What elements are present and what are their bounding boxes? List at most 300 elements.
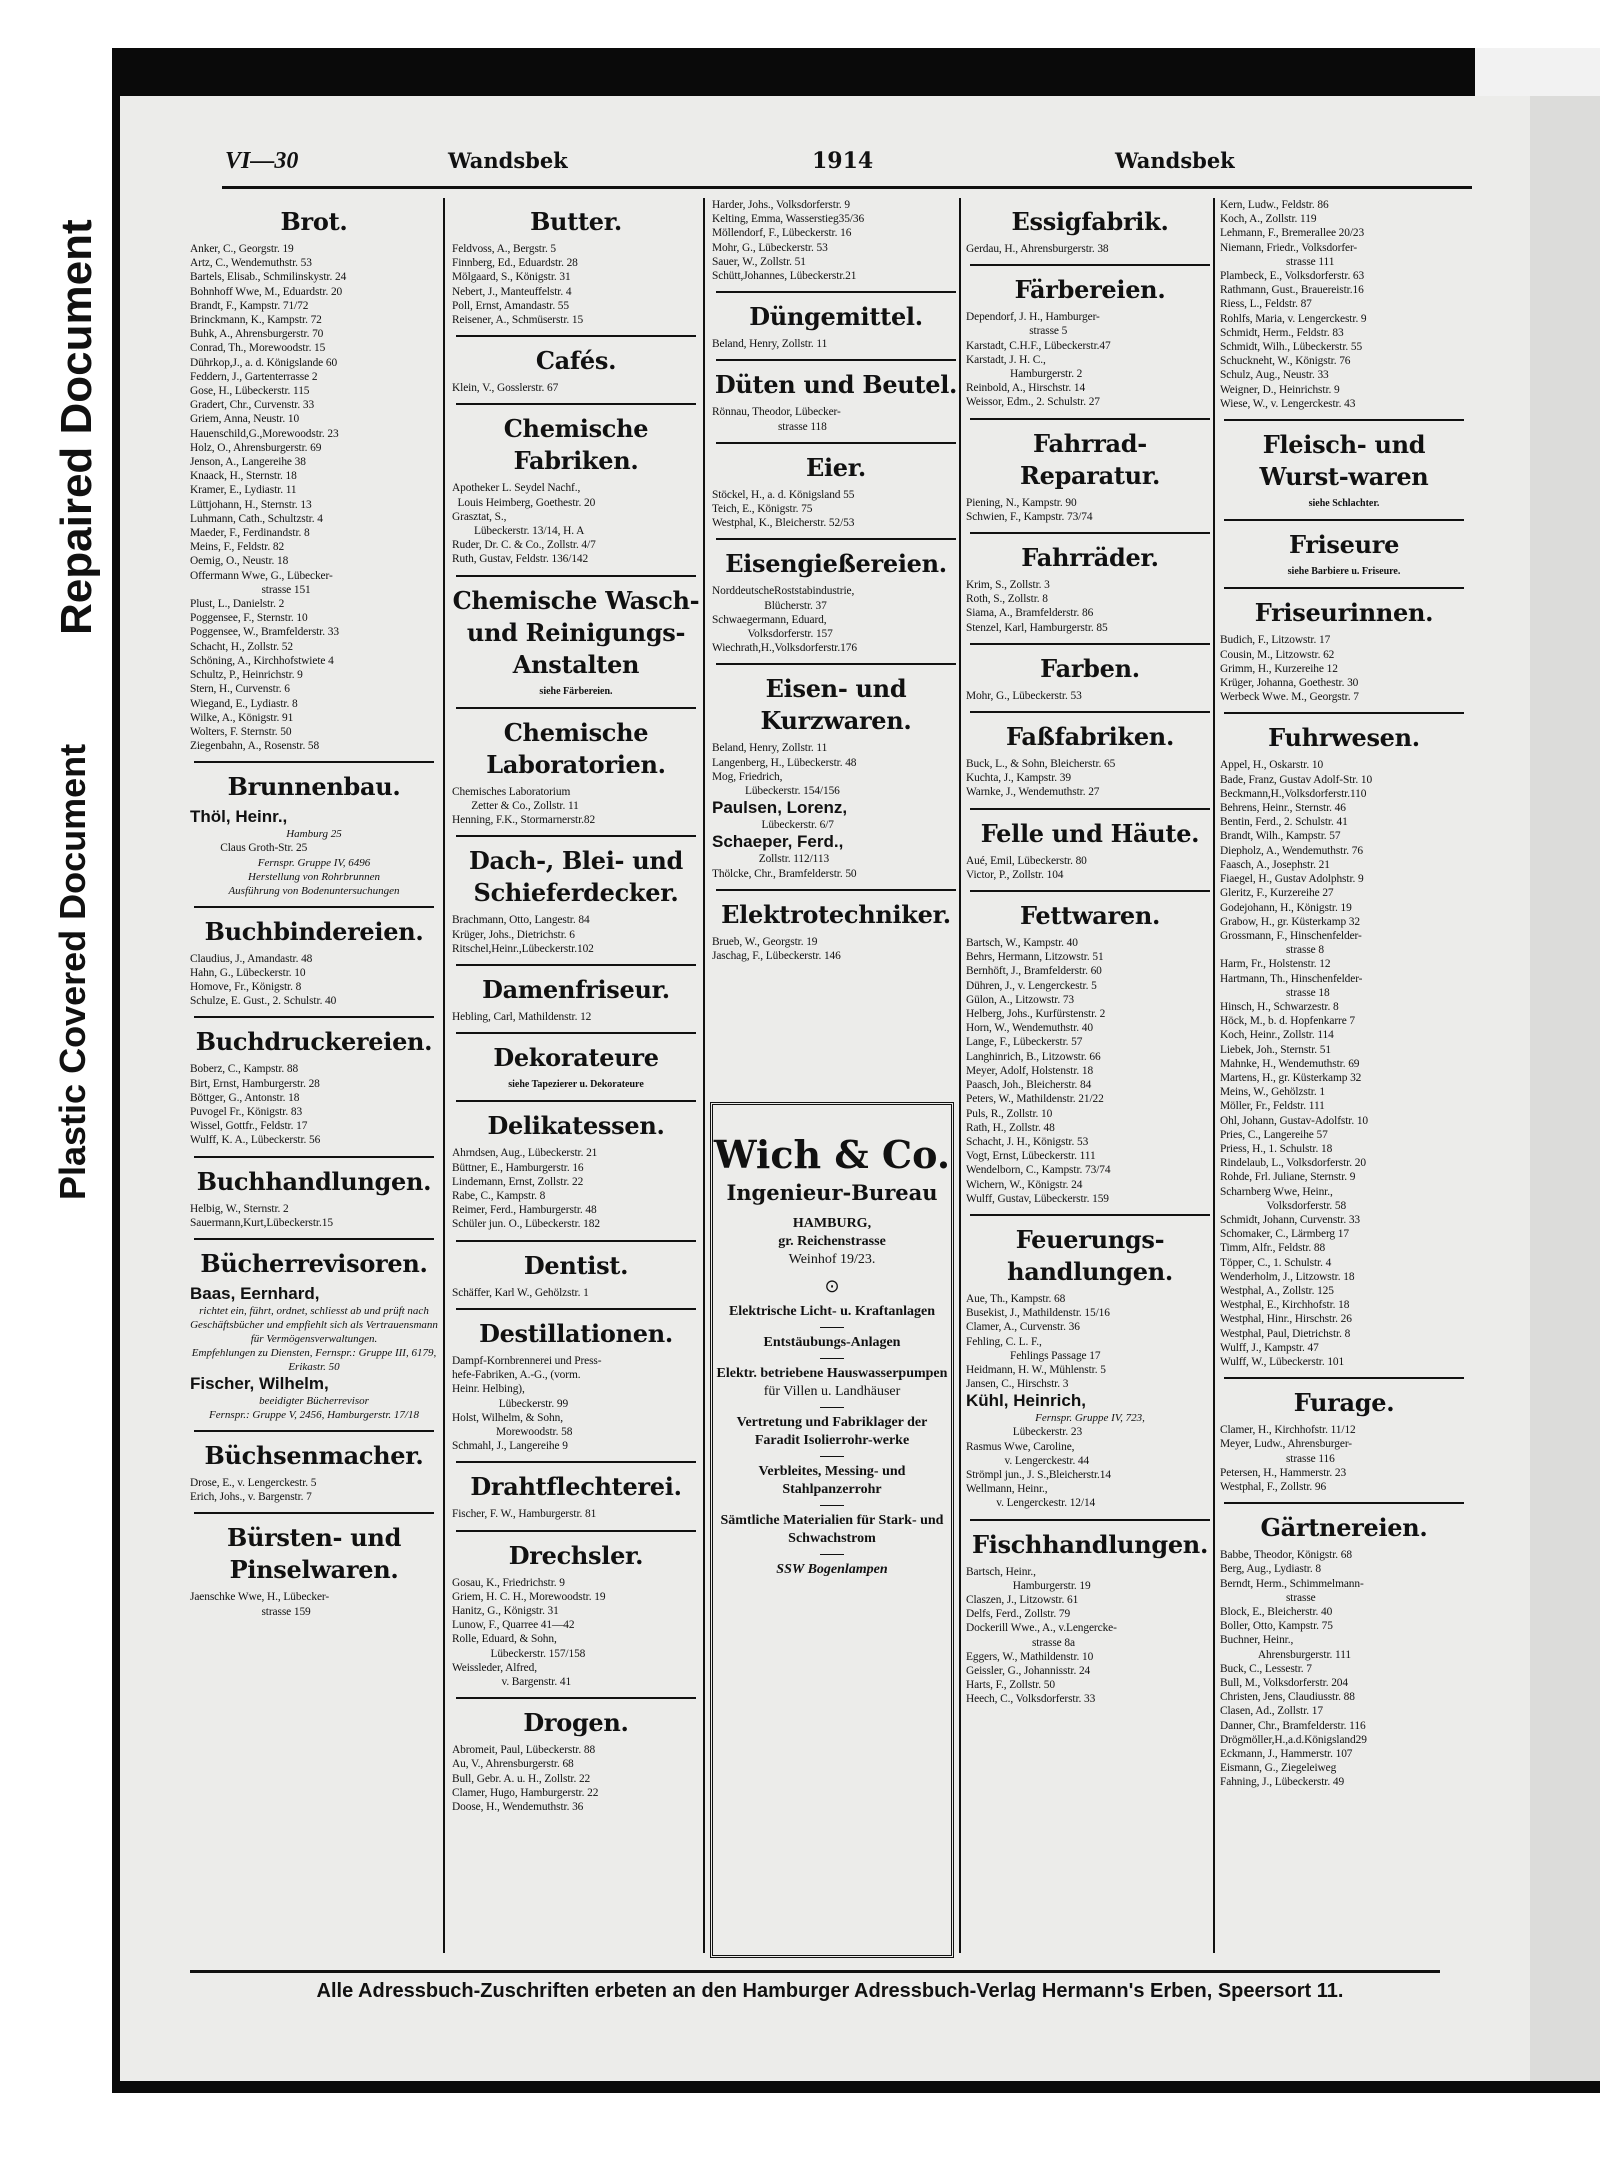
section-divider [970, 532, 1210, 534]
directory-entry: Reimer, Ferd., Hamburgerstr. 48 [452, 1204, 597, 1217]
directory-entry: Meyer, Adolf, Holstenstr. 18 [966, 1064, 1094, 1077]
directory-entry: Puls, R., Zollstr. 10 [966, 1107, 1053, 1120]
directory-entry: Kuchta, J., Kampstr. 39 [966, 772, 1071, 785]
column-5 [1220, 198, 1468, 1790]
section-divider [456, 1308, 696, 1310]
directory-entry: Schulz, Aug., Neustr. 33 [1220, 369, 1329, 382]
directory-entry: Berndt, Herm., Schimmelmann- [1220, 1577, 1364, 1590]
directory-entry: Heech, C., Volksdorferstr. 33 [966, 1693, 1096, 1706]
section-divider [1224, 1377, 1464, 1379]
directory-entry: Block, E., Bleicherstr. 40 [1220, 1606, 1333, 1619]
directory-entry: Teich, E., Königstr. 75 [712, 503, 813, 516]
category-heading: Gärtnereien. [1260, 1513, 1428, 1543]
directory-entry: Wissel, Gottfr., Feldstr. 17 [190, 1120, 308, 1133]
directory-entry: strasse 5 [966, 325, 1068, 338]
directory-entry: Rohlfs, Maria, v. Lengerckestr. 9 [1220, 312, 1367, 325]
directory-entry: Clasen, Ad., Zollstr. 17 [1220, 1705, 1323, 1718]
directory-entry: Drögmöller,H.,a.d.Königsland29 [1220, 1733, 1367, 1746]
category-heading: Bücherrevisoren. [200, 1248, 428, 1278]
ad-line-6: Sämtliche Materialien für Stark- und Schwachstrom [720, 1513, 944, 1546]
directory-entry: Clamer, H., Kirchhofstr. 11/12 [1220, 1424, 1356, 1437]
directory-entry: Berg, Aug., Lydiastr. 8 [1220, 1563, 1321, 1576]
directory-entry: Westphal, E., Kirchhofstr. 18 [1220, 1299, 1350, 1312]
directory-entry: Clamer, Hugo, Hamburgerstr. 22 [452, 1786, 599, 1799]
category-heading: Felle und Häute. [980, 818, 1200, 848]
directory-entry: Claudius, J., Amandastr. 48 [190, 952, 313, 965]
column-separator [703, 198, 705, 1953]
category-heading: Dach-, Blei- und Schieferdecker. [468, 846, 684, 908]
directory-entry: Bartsch, Heinr., [966, 1565, 1036, 1578]
directory-entry: Henning, F.K., Stormarnerstr.82 [452, 814, 596, 827]
directory-entry: Meins, W., Gehölzstr. 1 [1220, 1086, 1325, 1099]
ad-line-2: Entstäubungs-Anlagen [763, 1335, 901, 1350]
category-heading: Brot. [280, 207, 348, 236]
directory-entry: Siama, A., Bramfelderstr. 86 [966, 607, 1094, 620]
directory-entry: Peters, W., Mathildenstr. 21/22 [966, 1093, 1104, 1106]
sidebar-labels [0, 0, 112, 2177]
directory-entry: Rolle, Eduard, & Sohn, [452, 1633, 557, 1646]
section-divider [456, 964, 696, 966]
directory-entry: Lüttjohann, H., Sternstr. 13 [190, 498, 312, 511]
directory-entry: Ahrndsen, Aug., Lübeckerstr. 21 [452, 1147, 598, 1160]
directory-entry: Hamburgerstr. 2 [966, 368, 1083, 381]
section-divider [716, 663, 956, 665]
ad-city: HAMBURG, [792, 1216, 872, 1231]
directory-entry: Artz, C., Wendemuthstr. 53 [190, 257, 312, 270]
directory-entry: Schmidt, Herm., Feldstr. 83 [1220, 326, 1344, 339]
directory-entry: Lange, F., Lübeckerstr. 57 [966, 1036, 1083, 1049]
category-heading: Fischhandlungen. [971, 1529, 1209, 1559]
advert-name: Fischer, Wilhelm, [190, 1373, 329, 1393]
directory-entry: Schwaegermann, Eduard, [712, 613, 827, 626]
directory-entry: Rasmus Wwe, Caroline, [966, 1440, 1075, 1453]
section-divider [970, 643, 1210, 645]
page-edge [1530, 96, 1600, 2081]
category-heading: Chemische Fabriken. [503, 414, 649, 476]
directory-entry: Höck, M., b. d. Hopfenkarre 7 [1220, 1015, 1356, 1028]
directory-entry: Drose, E., v. Lengerckestr. 5 [190, 1476, 317, 1489]
category-heading: Dentist. [523, 1250, 629, 1280]
directory-entry: Wenderholm, J., Litzowstr. 18 [1220, 1270, 1355, 1283]
directory-entry: Nebert, J., Manteuffelstr. 4 [452, 285, 572, 298]
directory-entry: Buck, L., & Sohn, Bleicherstr. 65 [966, 758, 1116, 771]
directory-entry: Helberg, Johs., Kurfürstenstr. 2 [966, 1008, 1106, 1021]
directory-entry: Hahn, G., Lübeckerstr. 10 [190, 966, 306, 979]
directory-entry: Büttner, E., Hamburgerstr. 16 [452, 1161, 584, 1174]
category-heading: Friseure [1288, 530, 1400, 560]
advert-name: Baas, Eernhard, [190, 1283, 320, 1303]
directory-entry: Brandt, Wilh., Kampstr. 57 [1220, 830, 1341, 843]
directory-entry: Poll, Ernst, Amandastr. 55 [452, 299, 570, 312]
ad-phone: Weinhof 19/23. [788, 1252, 876, 1267]
category-heading: Buchdruckereien. [195, 1027, 433, 1057]
directory-entry: Stenzel, Karl, Hamburgerstr. 85 [966, 621, 1108, 634]
directory-entry: Karstadt, C.H.F., Lübeckerstr.47 [966, 339, 1111, 352]
directory-entry: Faasch, A., Josephstr. 21 [1220, 858, 1330, 871]
directory-entry: Westphal, Hinr., Hirschstr. 26 [1220, 1313, 1352, 1326]
directory-entry: Niemann, Friedr., Volksdorfer- [1220, 241, 1358, 254]
section-divider [970, 418, 1210, 420]
section-divider [456, 835, 696, 837]
directory-entry: strasse 118 [712, 420, 827, 433]
directory-entry: Kramer, E., Lydiastr. 11 [190, 484, 297, 497]
directory-entry: Strömpl jun., J. S.,Bleicherstr.14 [966, 1468, 1111, 1481]
directory-entry: Hamburgerstr. 19 [966, 1579, 1091, 1592]
directory-entry: Roth, S., Zollstr. 8 [966, 593, 1048, 606]
directory-entry: Reinbold, A., Hirschstr. 14 [966, 382, 1086, 395]
ad-line-1: Elektrische Licht- u. Kraftanlagen [728, 1304, 936, 1319]
ad-company-name: Wich & Co. [713, 1132, 951, 1177]
directory-entry: Reisener, A., Schmüserstr. 15 [452, 314, 584, 327]
header-rule [222, 186, 1472, 189]
directory-entry: Schmidt, Johann, Curvenstr. 33 [1220, 1213, 1361, 1226]
directory-entry: Gradert, Chr., Curvenstr. 33 [190, 399, 315, 412]
directory-entry: strasse 111 [1220, 255, 1335, 268]
directory-entry: Rath, H., Zollstr. 48 [966, 1121, 1055, 1134]
category-heading: Fleisch- und Wurst-waren [1259, 430, 1429, 492]
directory-entry: Buhk, A., Ahrensburgerstr. 70 [190, 328, 324, 341]
advert-text: Fernspr. Gruppe IV, 723, [1035, 1412, 1145, 1425]
directory-entry: Brandt, F., Kampstr. 71/72 [190, 299, 309, 312]
directory-entry: Victor, P., Zollstr. 104 [966, 868, 1064, 881]
directory-entry: Horn, W., Wendemuthstr. 40 [966, 1022, 1093, 1035]
directory-entry: Stern, H., Curvenstr. 6 [190, 683, 290, 696]
category-heading: Drahtflechterei. [470, 1472, 682, 1502]
advert-text: richtet ein, führt, ordnet, schliesst ab und prüft nach Geschäftsbücher und empfiehlt sich als Vertrauensmann für Vermögensverwaltungen. [190, 1304, 438, 1345]
directory-entry: Holz, O., Ahrensburgerstr. 69 [190, 441, 322, 454]
directory-entry: Paasch, Joh., Bleicherstr. 84 [966, 1079, 1092, 1092]
directory-entry: Plambeck, E., Volksdorferstr. 63 [1220, 270, 1365, 283]
directory-entry: Clamer, A., Curvenstr. 36 [966, 1321, 1080, 1334]
category-heading: Büchsenmacher. [204, 1440, 424, 1470]
directory-entry: Eckmann, J., Hammerstr. 107 [1220, 1748, 1353, 1761]
directory-entry: Rathmann, Gust., Brauereistr.16 [1220, 284, 1364, 297]
directory-entry: Werbeck Wwe. M., Georgstr. 7 [1220, 691, 1359, 704]
directory-entry: Koch, A., Zollstr. 119 [1220, 213, 1317, 226]
directory-entry: Warnke, J., Wendemuthstr. 27 [966, 786, 1100, 799]
directory-entry: Weissleder, Alfred, [452, 1661, 537, 1674]
directory-entry: Ruth, Gustav, Feldstr. 136/142 [452, 553, 589, 566]
section-divider [716, 359, 956, 361]
directory-entry: NorddeutscheRoststabindustrie, [712, 585, 855, 598]
directory-entry: Wiechrath,H.,Volksdorferstr.176 [712, 642, 857, 655]
directory-entry: Stöckel, H., a. d. Königsland 55 [712, 488, 855, 501]
directory-entry: Kelting, Emma, Wasserstieg35/36 [712, 213, 865, 226]
directory-entry: Budich, F., Litzowstr. 17 [1220, 634, 1331, 647]
directory-entry: Busekist, J., Mathildenstr. 15/16 [966, 1307, 1110, 1320]
directory-entry: Mohr, G., Lübeckerstr. 53 [712, 241, 828, 254]
directory-entry: Grossmann, F., Hinschenfelder- [1220, 929, 1362, 942]
directory-entry: Ruder, Dr. C. & Co., Zollstr. 4/7 [452, 539, 596, 552]
directory-entry: Knaack, H., Sternstr. 18 [190, 470, 297, 483]
ad-title: Ingenieur-Bureau [726, 1180, 938, 1205]
directory-entry: Offermann Wwe, G., Lübecker- [190, 569, 333, 582]
section-divider [716, 442, 956, 444]
directory-entry: Eismann, G., Ziegeleiweg [1220, 1762, 1337, 1775]
directory-entry: Krim, S., Zollstr. 3 [966, 579, 1050, 592]
directory-entry: Lübeckerstr. 13/14, H. A [452, 525, 585, 538]
directory-entry: Beckmann,H.,Volksdorferstr.110 [1220, 787, 1367, 800]
column-4 [966, 198, 1214, 1707]
section-divider [456, 1100, 696, 1102]
directory-entry: Sauer, W., Zollstr. 51 [712, 255, 806, 268]
directory-entry: Gülon, A., Litzowstr. 73 [966, 993, 1075, 1006]
advert-name: Paulsen, Lorenz, [712, 798, 848, 818]
category-heading: Destillationen. [479, 1318, 673, 1348]
directory-entry: hefe-Fabriken, A.-G., (vorm. [452, 1369, 581, 1382]
directory-entry: Heidmann, H. W., Mühlenstr. 5 [966, 1363, 1106, 1376]
advert-text: Herstellung von Rohrbrunnen [248, 870, 380, 883]
directory-entry: Gleritz, F., Kurzereihe 27 [1220, 887, 1334, 900]
directory-entry: Ziegenbahn, A., Rosenstr. 58 [190, 740, 320, 753]
directory-entry: Brueb, W., Georgstr. 19 [712, 935, 818, 948]
category-heading: Brunnenbau. [227, 772, 401, 802]
directory-entry: Rohde, Frl. Juliane, Sternstr. 9 [1220, 1171, 1356, 1184]
section-divider [716, 538, 956, 540]
section-divider [456, 1461, 696, 1463]
directory-entry: Bohnhoff Wwe, M., Eduardstr. 20 [190, 285, 343, 298]
directory-entry: strasse [1220, 1591, 1316, 1604]
directory-entry: Wolters, F. Sternstr. 50 [190, 725, 292, 738]
directory-entry: Sauermann,Kurt,Lübeckerstr.15 [190, 1216, 333, 1229]
repaired-document-label: Repaired Document [52, 219, 101, 635]
directory-entry: Feldvoss, A., Bergstr. 5 [452, 243, 557, 255]
directory-entry: Langenberg, H., Lübeckerstr. 48 [712, 756, 857, 769]
category-heading: Feuerungs-handlungen. [1007, 1224, 1173, 1286]
directory-entry: Abromeit, Paul, Lübeckerstr. 88 [452, 1744, 596, 1757]
directory-entry: Pries, C., Langereihe 57 [1220, 1128, 1328, 1141]
header-year: 1914 [812, 148, 874, 174]
directory-entry: Meins, F., Feldstr. 82 [190, 541, 285, 554]
directory-entry: Jansen, C., Hirschstr. 3 [966, 1378, 1069, 1391]
page-number: VI—30 [225, 148, 299, 174]
directory-entry: Westphal, Paul, Dietrichstr. 8 [1220, 1327, 1351, 1340]
directory-entry: Delfs, Ferd., Zollstr. 79 [966, 1608, 1071, 1621]
directory-entry: Fischer, F. W., Hamburgerstr. 81 [452, 1508, 597, 1521]
directory-entry: Holst, Wilhelm, & Sohn, [452, 1411, 563, 1424]
directory-entry: Aué, Emil, Lübeckerstr. 80 [966, 854, 1087, 867]
section-divider [970, 890, 1210, 892]
directory-entry: Ahrensburgerstr. 111 [1220, 1648, 1351, 1661]
footer-notice: Alle Adressbuch-Zuschriften erbeten an den Hamburger Adressbuch-Verlag Hermann's Erben, Speersort 11. [316, 1980, 1344, 2002]
section-divider [194, 1156, 434, 1158]
category-heading: Delikatessen. [487, 1111, 665, 1141]
category-heading: Furage. [1293, 1388, 1395, 1418]
section-divider [1224, 419, 1464, 421]
directory-entry: strasse 159 [190, 1605, 311, 1618]
directory-entry: Finnberg, Ed., Eduardstr. 28 [452, 257, 578, 270]
directory-entry: Jaschag, F., Lübeckerstr. 146 [712, 950, 841, 963]
directory-entry: Gosau, K., Friedrichstr. 9 [452, 1576, 565, 1589]
advertisement-box [710, 1102, 954, 1958]
directory-entry: Heinr. Helbing), [452, 1383, 525, 1396]
directory-entry: Schmahl, J., Langereihe 9 [452, 1440, 568, 1453]
directory-entry: Griem, Anna, Neustr. 10 [190, 413, 300, 426]
see-also-note: siehe Färbereien. [539, 685, 613, 697]
category-heading: Farben. [1040, 653, 1140, 683]
directory-entry: Morewoodstr. 58 [452, 1425, 573, 1438]
directory-entry: Schacht, H., Zollstr. 52 [190, 640, 293, 653]
header-right-title: Wandsbek [1115, 148, 1235, 173]
directory-entry: Schultz, P., Heinrichstr. 9 [190, 669, 303, 682]
advert-text: Ausführung von Bodenuntersuchungen [228, 884, 400, 897]
directory-entry: Fehling, C. L. F., [966, 1335, 1042, 1348]
directory-entry: Schöning, A., Kirchhofstwiete 4 [190, 654, 334, 667]
directory-entry: Harder, Johs., Volksdorferstr. 9 [712, 199, 850, 211]
directory-entry: Behrs, Hermann, Litzowstr. 51 [966, 951, 1104, 964]
directory-entry: Hanitz, G., Königstr. 31 [452, 1604, 559, 1617]
directory-entry: Erich, Johs., v. Bargenstr. 7 [190, 1491, 312, 1504]
directory-entry: Rönnau, Theodor, Lübecker- [712, 406, 841, 419]
category-heading: Buchbindereien. [204, 916, 424, 946]
directory-entry: Volksdorferstr. 157 [712, 628, 833, 641]
column-1 [190, 198, 438, 1619]
directory-entry: Töpper, C., 1. Schulstr. 4 [1220, 1256, 1332, 1269]
directory-entry: Claus Groth-Str. 25 [190, 842, 308, 855]
directory-entry: Ritschel,Heinr.,Lübeckerstr.102 [452, 942, 594, 955]
category-heading: Damenfriseur. [482, 975, 670, 1005]
directory-entry: Bernhöft, J., Bramfelderstr. 60 [966, 965, 1102, 978]
directory-entry: strasse 8 [1220, 944, 1324, 957]
directory-entry: Wulff, J., Kampstr. 47 [1220, 1341, 1319, 1354]
section-divider [970, 1519, 1210, 1521]
section-divider [970, 264, 1210, 266]
section-divider [194, 906, 434, 908]
see-also-note: siehe Barbiere u. Friseure. [1287, 566, 1401, 578]
directory-entry: Priess, H., 1. Schulstr. 18 [1220, 1142, 1333, 1155]
category-heading: Cafés. [535, 346, 617, 376]
section-divider [1224, 1502, 1464, 1504]
category-heading: Faßfabriken. [1005, 722, 1175, 752]
directory-entry: Klein, V., Gosslerstr. 67 [452, 382, 559, 395]
directory-entry: Behrens, Heinr., Sternstr. 46 [1220, 802, 1346, 815]
category-heading: Bürsten- und Pinselwaren. [226, 1523, 402, 1585]
directory-entry: Zollstr. 112/113 [712, 853, 830, 866]
category-heading: Elektrotechniker. [721, 899, 951, 929]
directory-entry: Scharnberg Wwe, Heinr., [1220, 1185, 1333, 1198]
directory-entry: Mohr, G., Lübeckerstr. 53 [966, 689, 1082, 702]
directory-entry: Kern, Ludw., Feldstr. 86 [1220, 199, 1329, 211]
directory-entry: Aue, Th., Kampstr. 68 [966, 1292, 1066, 1305]
directory-entry: Babbe, Theodor, Königstr. 68 [1220, 1549, 1352, 1562]
directory-entry: Dühren, J., v. Lengerckestr. 5 [966, 979, 1097, 992]
directory-entry: Schomaker, C., Lärmberg 17 [1220, 1228, 1349, 1241]
directory-entry: Mölgaard, S., Königstr. 31 [452, 271, 571, 284]
ad-line-5: Verbleites, Messing- und Stahlpanzerrohr [758, 1464, 906, 1497]
directory-entry: Westphal, F., Zollstr. 96 [1220, 1481, 1327, 1494]
directory-entry: Vogt, Ernst, Lübeckerstr. 111 [966, 1150, 1096, 1163]
footer-rule [190, 1970, 1440, 1973]
advert-name: Kühl, Heinrich, [966, 1391, 1086, 1411]
ad-street: gr. Reichenstrasse [778, 1234, 886, 1249]
directory-entry: Claszen, J., Litzowstr. 61 [966, 1593, 1079, 1606]
category-heading: Eier. [806, 452, 866, 482]
directory-entry: Wilke, A., Königstr. 91 [190, 711, 294, 724]
section-divider [194, 761, 434, 763]
section-divider [456, 575, 696, 577]
directory-entry: Anker, C., Georgstr. 19 [190, 243, 294, 255]
category-heading: Buchhandlungen. [196, 1166, 432, 1196]
directory-entry: Wiegand, E., Lydiastr. 8 [190, 697, 298, 710]
directory-entry: Volksdorferstr. 58 [1220, 1199, 1347, 1212]
directory-entry: Lübeckerstr. 157/158 [452, 1647, 586, 1660]
category-heading: Eisengießereien. [725, 549, 947, 579]
section-divider [456, 1240, 696, 1242]
directory-entry: Rindelaub, L., Volksdorferstr. 20 [1220, 1157, 1366, 1170]
directory-entry: Wulff, W., Lübeckerstr. 101 [1220, 1356, 1345, 1368]
directory-entry: Hebling, Carl, Mathildenstr. 12 [452, 1011, 592, 1024]
directory-entry: Maeder, F., Ferdinandstr. 8 [190, 527, 310, 540]
directory-entry: Wiese, W., v. Lengerckestr. 43 [1220, 397, 1356, 410]
directory-entry: Meyer, Ludw., Ahrensburger- [1220, 1438, 1353, 1451]
directory-entry: Martens, H., gr. Küsterkamp 32 [1220, 1071, 1362, 1084]
directory-entry: Beland, Henry, Zollstr. 11 [712, 338, 828, 351]
directory-entry: Chemisches Laboratorium [452, 785, 571, 798]
directory-entry: Langhinrich, B., Litzowstr. 66 [966, 1050, 1101, 1063]
directory-entry: Piening, N., Kampstr. 90 [966, 496, 1077, 509]
advert-text: beeidigter Bücherrevisor [259, 1394, 369, 1407]
directory-entry: strasse 116 [1220, 1452, 1335, 1465]
directory-entry: Birt, Ernst, Hamburgerstr. 28 [190, 1077, 320, 1090]
directory-entry: v. Bargenstr. 41 [452, 1675, 572, 1688]
directory-entry: Westphal, K., Bleicherstr. 52/53 [712, 517, 855, 530]
directory-entry: Luhmann, Cath., Schultzstr. 4 [190, 512, 323, 525]
directory-entry: Hinsch, H., Schwarzestr. 8 [1220, 1000, 1339, 1013]
directory-entry: Gerdau, H., Ahrensburgerstr. 38 [966, 243, 1109, 255]
directory-entry: Dührkop,J., a. d. Königslande 60 [190, 356, 338, 369]
category-heading: Chemische Wasch- und Reinigungs-Anstalten [452, 585, 700, 679]
directory-entry: Bartsch, W., Kampstr. 40 [966, 937, 1078, 950]
scan-corner [1475, 48, 1600, 96]
directory-entry: Brinckmann, K., Kampstr. 72 [190, 314, 322, 327]
directory-entry: Diepholz, A., Wendemuthstr. 76 [1220, 844, 1363, 857]
directory-entry: Schütt,Johannes, Lübeckerstr.21 [712, 270, 857, 283]
directory-entry: Fehlings Passage 17 [966, 1349, 1101, 1362]
directory-entry: Mahnke, H., Wendemuthstr. 69 [1220, 1057, 1360, 1070]
header-left-title: Wandsbek [448, 148, 568, 173]
directory-entry: Poggensee, F., Sternstr. 10 [190, 612, 308, 625]
category-heading: Dekorateure [493, 1043, 659, 1073]
directory-entry: Brachmann, Otto, Langestr. 84 [452, 914, 590, 927]
directory-entry: Dependorf, J. H., Hamburger- [966, 311, 1100, 324]
section-divider [194, 1430, 434, 1432]
section-divider [456, 1697, 696, 1699]
directory-entry: Jenson, A., Langereihe 38 [190, 456, 306, 469]
directory-entry: Lehmann, F., Bremerallee 20/23 [1220, 227, 1365, 240]
advert-text: Hamburg 25 [286, 828, 342, 841]
directory-entry: Puvogel Fr., Königstr. 83 [190, 1105, 303, 1118]
section-divider [194, 1016, 434, 1018]
directory-entry: Lunow, F., Quarree 41—42 [452, 1619, 575, 1632]
plastic-covered-label: Plastic Covered Document [52, 743, 93, 1200]
directory-entry: Möllendorf, F., Lübeckerstr. 16 [712, 227, 852, 240]
directory-entry: Petersen, H., Hammerstr. 23 [1220, 1466, 1347, 1479]
directory-entry: Helbig, W., Sternstr. 2 [190, 1202, 289, 1215]
directory-entry: Harm, Fr., Holstenstr. 12 [1220, 958, 1331, 971]
directory-entry: Ohl, Johann, Gustav-Adolfstr. 10 [1220, 1114, 1369, 1127]
directory-entry: Feddern, J., Gartenterrasse 2 [190, 370, 318, 383]
column-2 [452, 198, 700, 1814]
category-heading: Chemische Laboratorien. [486, 717, 666, 779]
category-heading: Drechsler. [508, 1540, 644, 1570]
directory-entry: Schulze, E. Gust., 2. Schulstr. 40 [190, 995, 337, 1008]
directory-entry: Schäffer, Karl W., Gehölzstr. 1 [452, 1286, 589, 1299]
directory-entry: Appel, H., Oskarstr. 10 [1220, 759, 1324, 772]
directory-entry: Karstadt, J. H. C., [966, 353, 1046, 366]
category-heading: Fettwaren. [1019, 901, 1161, 931]
category-heading: Düten und Beutel. [714, 370, 958, 400]
see-also-note: siehe Tapezierer u. Dekorateure [508, 1079, 644, 1091]
